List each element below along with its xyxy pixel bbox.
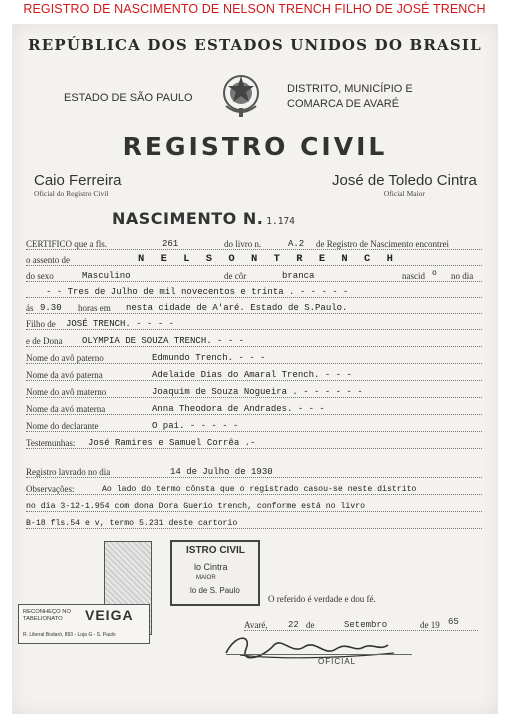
signature-role: OFICIAL	[318, 657, 357, 666]
row-observacoes-3: B-18 fls.54 e v, termo 5.231 deste cartorio	[26, 515, 482, 531]
veiga-notary-stamp: RECONHEÇO NO TABELIONATO VEIGA R. Liberal Bodaró, 893 - Loja G - S. Paulo	[18, 604, 150, 644]
row-avo-materno: Nome do avô materno Joaquim de Souza Nogueira . - - - - - -	[26, 384, 482, 400]
row-registro-lavrado: Registro lavrado no dia 14 de Julho de 1930	[26, 464, 482, 480]
issue-date: Avaré, 22 de Setembro de 19 65	[244, 618, 478, 632]
row-certifico: CERTIFICO que a fls. 261 do livro n. A.2 de Registro de Nascimento encontrei	[26, 236, 482, 252]
row-testemunhas: Testemunhas: José Ramires e Samuel Corrêa .-	[26, 435, 482, 451]
row-avo-paterna: Nome da avó paterna Adelaide Dias do Amaral Trench. - - -	[26, 367, 482, 383]
birth-record-number: NASCIMENTO N. 1.174	[112, 209, 295, 228]
truth-statement: O referido é verdade e dou fé.	[268, 594, 376, 604]
coat-of-arms-icon	[220, 72, 262, 118]
registro-civil-title: REGISTRO CIVIL	[122, 132, 388, 161]
row-hora-local: ás 9.30 horas em nesta cidade de A'aré. Estado de S.Paulo.	[26, 300, 482, 316]
official-left: Caio Ferreira Oficial do Registro Civil	[34, 172, 122, 198]
row-assento: o assento de N E L S O N T R E N C H	[26, 252, 482, 268]
registro-civil-stamp: ISTRO CIVIL lo Cintra MAIOR lo de S. Paulo	[170, 540, 260, 606]
state-label: ESTADO DE SÃO PAULO	[64, 92, 193, 104]
district-label: DISTRITO, MUNICÍPIO E COMARCA DE AVARÉ	[287, 83, 413, 110]
row-pai: Filho de JOSÉ TRENCH. - - - -	[26, 316, 482, 332]
republic-header: REPÚBLICA DOS ESTADOS UNIDOS DO BRASIL	[28, 36, 482, 54]
document-caption: REGISTRO DE NASCIMENTO DE NELSON TRENCH FILHO DE JOSÉ TRENCH	[23, 2, 486, 16]
row-observacoes-1: Observações: Ao lado do termo cônsta que o registrado casou-se neste distrito	[26, 481, 482, 497]
row-avo-materna: Nome da avó materna Anna Theodora de Andrades. - - -	[26, 401, 482, 417]
official-right: José de Toledo Cintra Oficial Maior	[332, 172, 477, 198]
row-mae: e de Dona OLYMPIA DE SOUZA TRENCH. - - -	[26, 333, 482, 349]
row-avo-paterno: Nome do avô paterno Edmundo Trench. - - -	[26, 350, 482, 366]
birth-certificate	[12, 24, 498, 714]
row-declarante: Nome do declarante O pai. - - - - -	[26, 418, 482, 434]
row-data-nascimento: - - Tres de Julho de mil novecentos e trinta . - - - - -	[26, 284, 482, 300]
row-sexo: do sexo Masculino de côr branca nascid o no dia	[26, 268, 482, 284]
signature-line	[226, 654, 412, 655]
row-observacoes-2: no dia 3-12-1.954 com dona Dora Guerio trench, conforme está no livro	[26, 498, 482, 514]
official-signature	[212, 629, 402, 665]
